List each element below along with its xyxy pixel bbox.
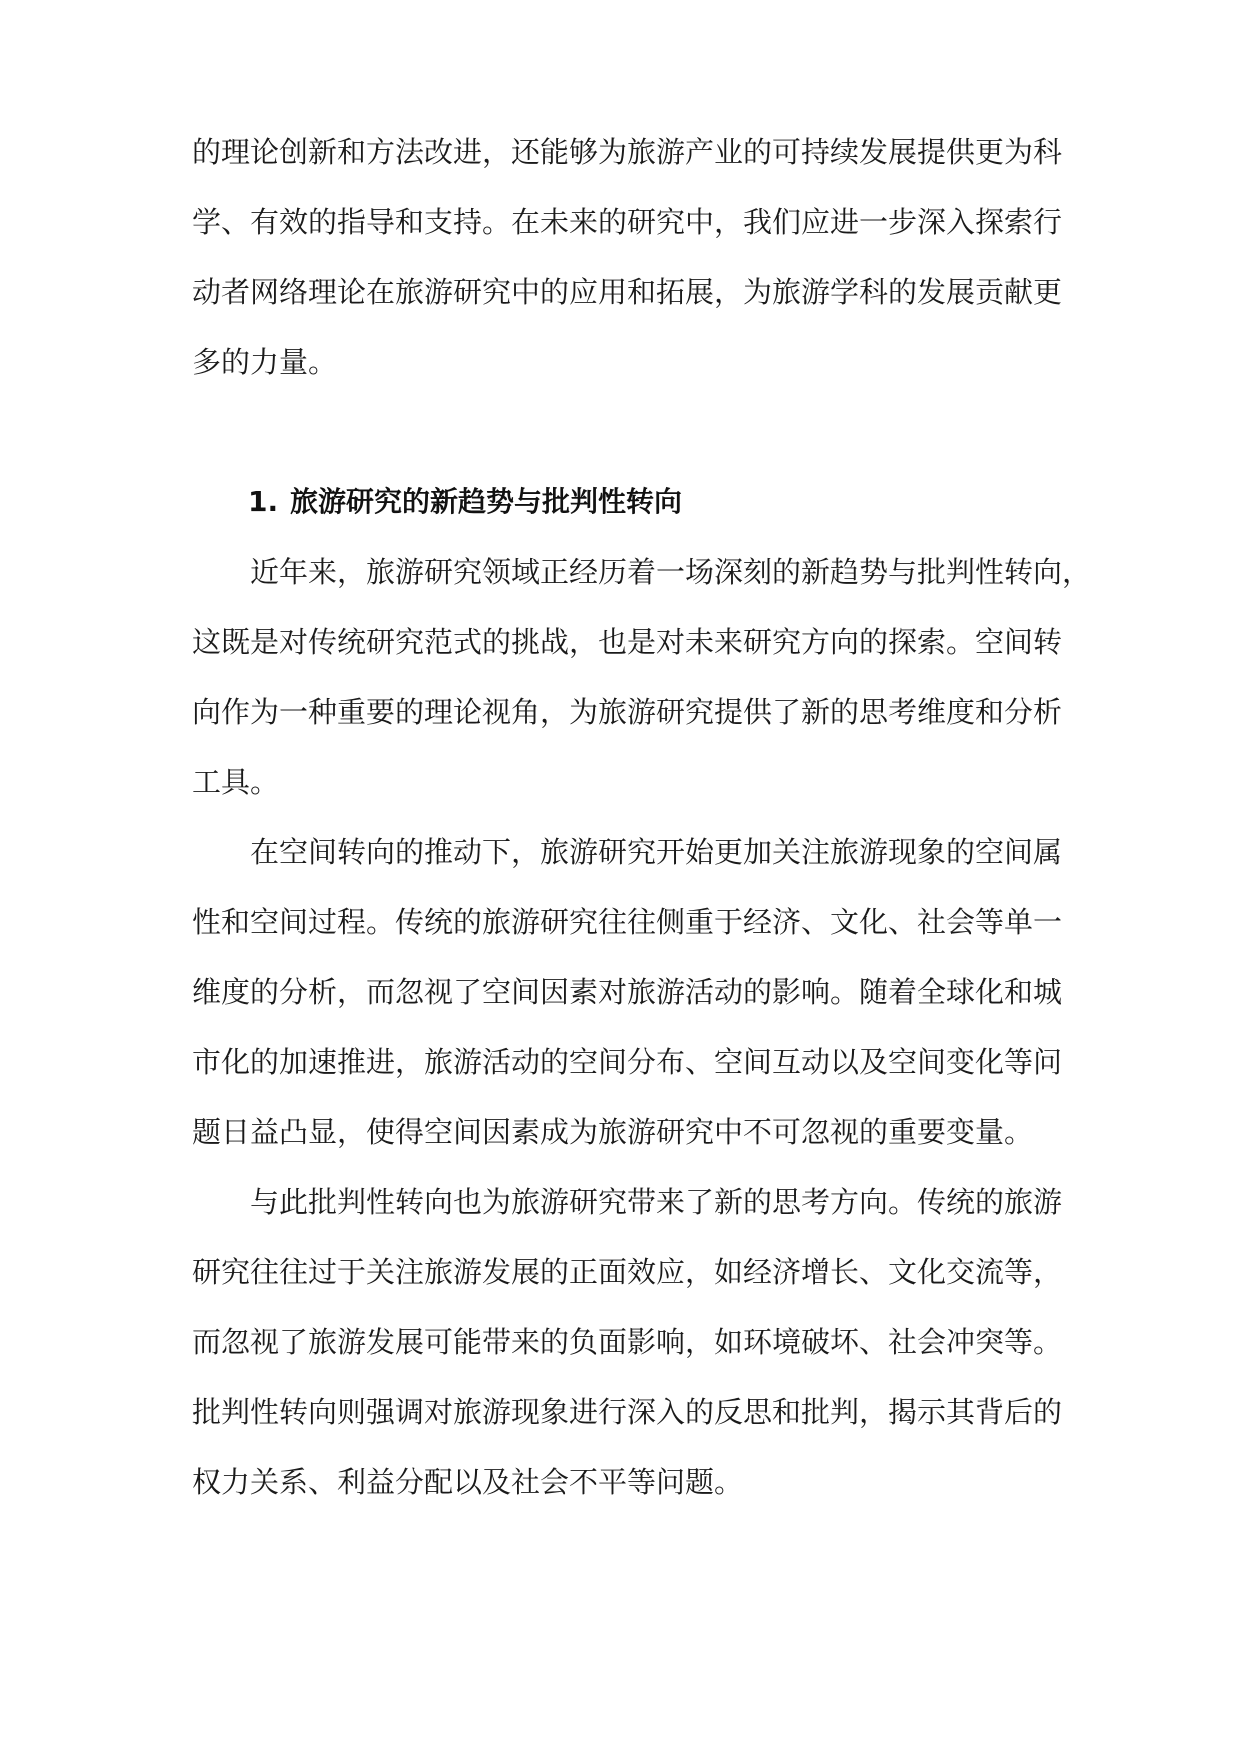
section-title: 旅游研究的新趋势与批判性转向	[290, 485, 683, 518]
section-number: 1.	[248, 485, 279, 518]
text-line: 性和空间过程。传统的旅游研究往往侧重于经济、文化、社会等单一	[192, 905, 1063, 939]
section-heading	[248, 482, 1068, 522]
text-line: 向作为一种重要的理论视角，为旅游研究提供了新的思考维度和分析	[192, 695, 1063, 729]
text-line: 动者网络理论在旅游研究中的应用和拓展，为旅游学科的发展贡献更	[192, 275, 1063, 309]
text-line: 在空间转向的推动下，旅游研究开始更加关注旅游现象的空间属	[250, 835, 1063, 869]
text-line: 学、有效的指导和支持。在未来的研究中，我们应进一步深入探索行	[192, 205, 1063, 239]
text-line: 题日益凸显，使得空间因素成为旅游研究中不可忽视的重要变量。	[192, 1115, 1034, 1149]
text-line: 这既是对传统研究范式的挑战，也是对未来研究方向的探索。空间转	[192, 625, 1063, 659]
text-line: 的理论创新和方法改进，还能够为旅游产业的可持续发展提供更为科	[192, 135, 1063, 169]
text-line: 研究往往过于关注旅游发展的正面效应，如经济增长、文化交流等，	[192, 1255, 1063, 1289]
text-line: 维度的分析，而忽视了空间因素对旅游活动的影响。随着全球化和城	[192, 975, 1063, 1009]
text-line: 工具。	[192, 765, 280, 799]
text-line: 近年来，旅游研究领域正经历着一场深刻的新趋势与批判性转向，	[250, 555, 1092, 589]
text-line: 与此批判性转向也为旅游研究带来了新的思考方向。传统的旅游	[250, 1185, 1063, 1219]
text-line: 批判性转向则强调对旅游现象进行深入的反思和批判，揭示其背后的	[192, 1395, 1063, 1429]
text-line: 权力关系、利益分配以及社会不平等问题。	[192, 1465, 744, 1499]
text-line: 而忽视了旅游发展可能带来的负面影响，如环境破坏、社会冲突等。	[192, 1325, 1063, 1359]
text-line: 市化的加速推进，旅游活动的空间分布、空间互动以及空间变化等问	[192, 1045, 1063, 1079]
text-line: 多的力量。	[192, 345, 338, 379]
